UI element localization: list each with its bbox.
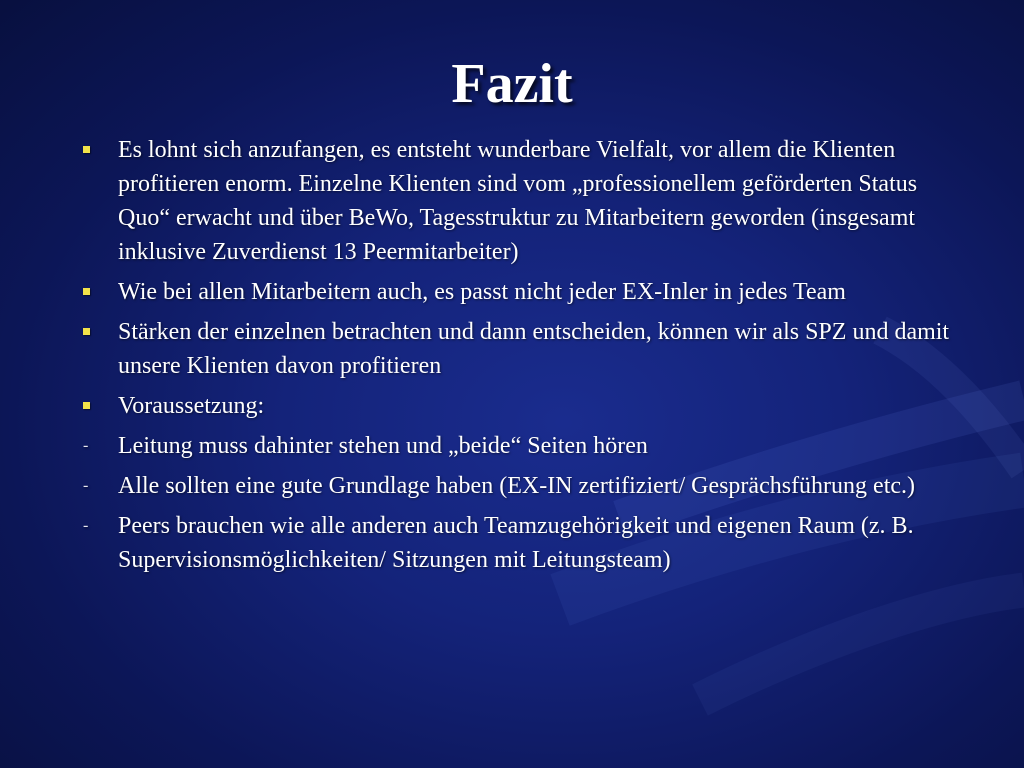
square-bullet-icon xyxy=(80,315,100,349)
bullet-text: Leitung muss dahinter stehen und „beide“ Seiten hören xyxy=(118,433,648,459)
square-bullet-icon xyxy=(80,133,100,167)
bullet-list xyxy=(72,133,952,583)
slide-title: Fazit xyxy=(451,53,573,115)
square-bullet-icon xyxy=(80,275,100,309)
bullet-text: Es lohnt sich anzufangen, es entsteht wunderbare Vielfalt, vor allem die Klienten profitieren enorm. Einzelne Klienten sind vom „professionellem geförderten Status Quo“ erwacht und über BeWo, Tagesstruktur zu Mitarbeitern geworden (insgesamt inklusive Zuverdienst 13 Peermitarbeiter) xyxy=(118,137,918,265)
dash-item xyxy=(72,429,952,463)
bullet-item xyxy=(72,389,952,423)
dash-bullet-icon xyxy=(80,429,100,463)
bullet-item xyxy=(72,315,952,383)
bullet-text: Alle sollten eine gute Grundlage haben (EX-IN zertifiziert/ Gesprächsführung etc.) xyxy=(118,473,916,499)
bullet-text: Stärken der einzelnen betrachten und dann entscheiden, können wir als SPZ und damit unsere Klienten davon profitieren xyxy=(118,319,950,379)
bullet-item xyxy=(72,275,952,309)
dash-item xyxy=(72,469,952,503)
dash-item xyxy=(72,509,952,577)
dash-bullet-icon xyxy=(80,469,100,503)
bullet-text: Voraussetzung: xyxy=(118,393,265,419)
bullet-item xyxy=(72,133,952,269)
square-bullet-icon xyxy=(80,389,100,423)
bullet-text: Wie bei allen Mitarbeitern auch, es passt nicht jeder EX-Inler in jedes Team xyxy=(118,279,846,305)
dash-bullet-icon xyxy=(80,509,100,543)
bullet-text: Peers brauchen wie alle anderen auch Teamzugehörigkeit und eigenen Raum (z. B. Supervisionsmöglichkeiten/ Sitzungen mit Leitungsteam) xyxy=(118,513,914,573)
